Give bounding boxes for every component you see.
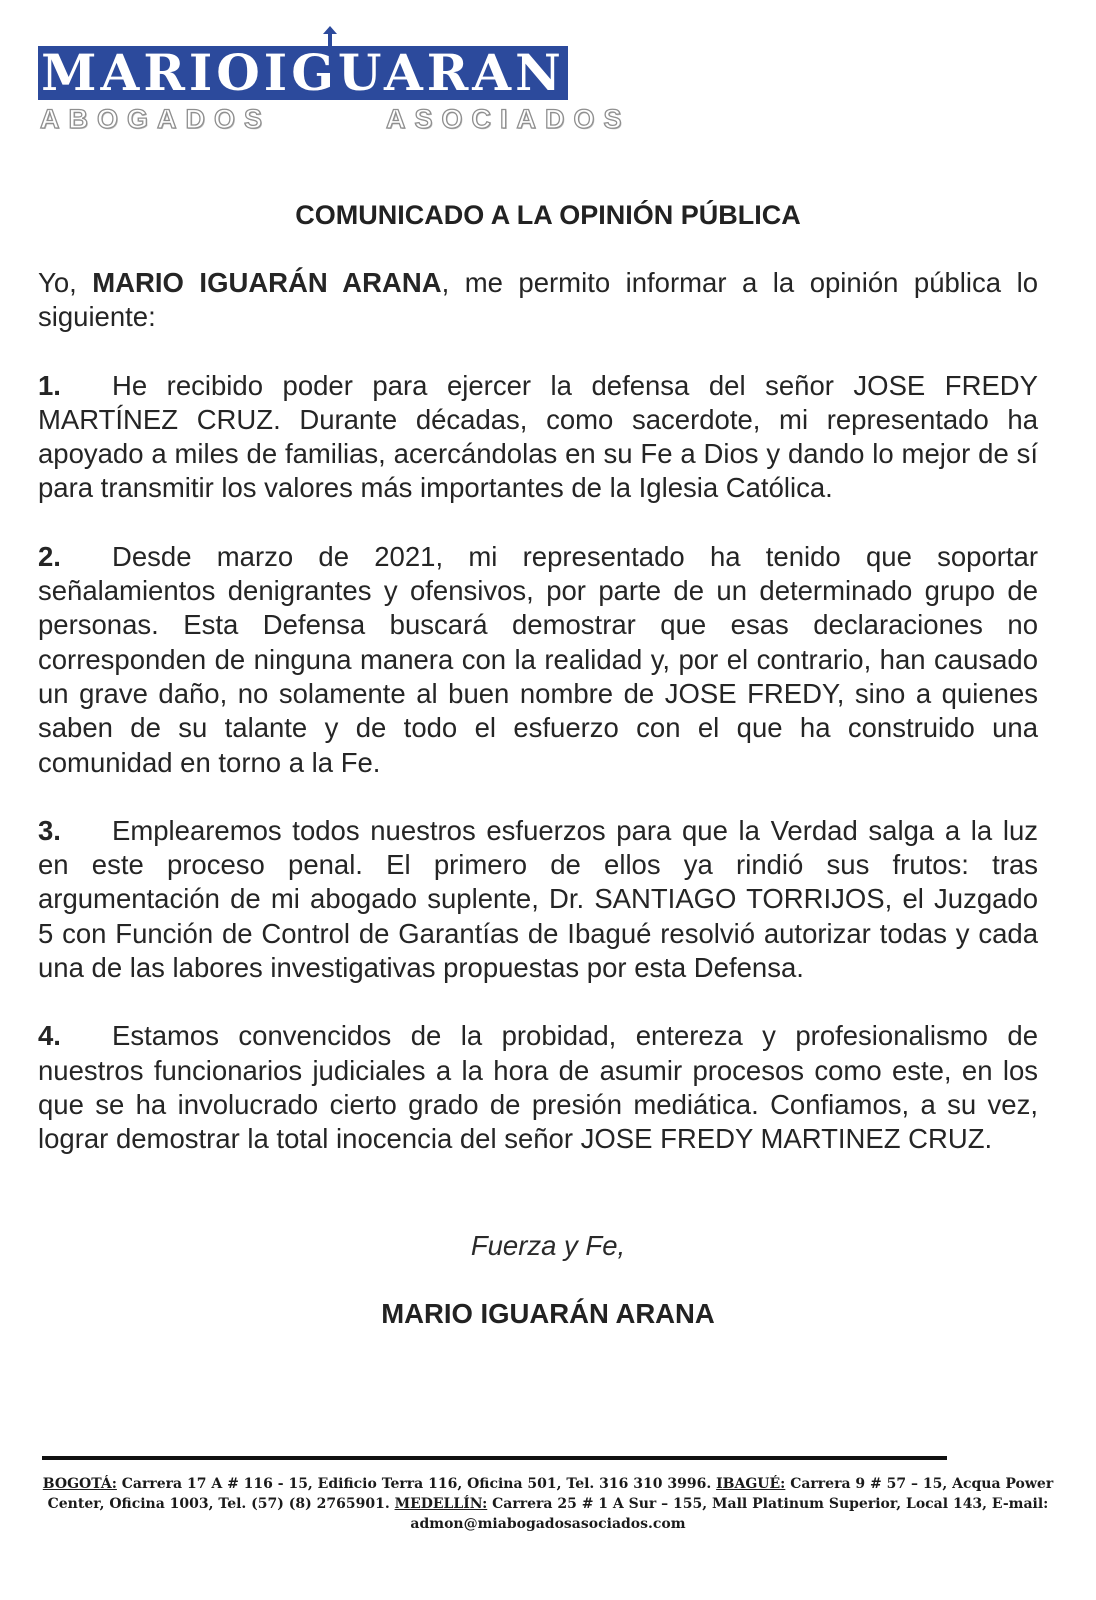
point-4: [38, 1019, 1038, 1156]
footer-ibague-address: Carrera 9 # 57 – 15, Acqua Power Center, Oficina 1003, Tel. (57) (8) 2765901.: [47, 1476, 1054, 1512]
point-3: [38, 814, 1038, 985]
footer-bogota-label: BOGOTÁ:: [42, 1476, 117, 1492]
logo-wordmark: MARIOIGUARAN: [41, 46, 565, 100]
document-title: COMUNICADO A LA OPINIÓN PÚBLICA: [295, 200, 801, 230]
footer-medellin-label: MEDELLÍN:: [394, 1496, 488, 1512]
point-number: 2.: [38, 540, 61, 572]
footer-bogota-address: Carrera 17 A # 116 - 15, Edificio Terra 116, Oficina 501, Tel. 316 310 3996.: [116, 1476, 717, 1492]
signature-name: MARIO IGUARÁN ARANA: [381, 1298, 715, 1329]
company-logo: [38, 32, 631, 142]
intro-paragraph: [38, 266, 1038, 335]
point-number: 4.: [38, 1020, 61, 1052]
intro-suffix: , me permito informar a la opinión pública lo siguiente:: [38, 267, 1038, 333]
intro-prefix: Yo,: [38, 267, 93, 298]
footer-medellin-address: Carrera 25 # 1 A Sur – 155, Mall Platinum Superior, Local 143, E-mail: admon@miabogadosasociados.com: [410, 1496, 1049, 1532]
point-text: He recibido poder para ejercer la defensa del señor JOSE FREDY MARTÍNEZ CRUZ. Durante décadas, como sacerdote, mi representado ha apoyado a miles de familias, acercándolas en su Fe a Dios y dando lo mejor de sí para transmitir los valores más importantes de la Iglesia Católica.: [38, 369, 1038, 504]
point-2: [38, 540, 1038, 780]
point-text: Desde marzo de 2021, mi representado ha tenido que soportar señalamientos denigrantes y ofensivos, por parte de un determinado grupo de personas. Esta Defensa buscará demostrar que esas declaraciones no corresponden de ninguna manera con la realidad y, por el contrario, han causado un grave daño, no solamente al buen nombre de JOSE FREDY, sino a quienes saben de su talante y de todo el esfuerzo con el que ha construido una comunidad en torno a la Fe.: [38, 540, 1038, 778]
point-number: 1.: [38, 369, 61, 401]
closing-line: Fuerza y Fe,: [470, 1230, 626, 1261]
intro-name: MARIO IGUARÁN ARANA: [92, 267, 442, 298]
point-1: [38, 369, 1038, 506]
footer-contact: [30, 1474, 1066, 1534]
document-body: [38, 266, 1038, 1191]
point-text: Emplearemos todos nuestros esfuerzos para que la Verdad salga a la luz en este proceso penal. El primero de ellos ya rindió sus frutos: tras argumentación de mi abogado suplente, Dr. SANTIAGO TORRIJOS, el Juzgado 5 con Función de Control de Garantías de Ibagué resolvió autorizar todas y cada una de las labores investigativas propuestas por esta Defensa.: [38, 814, 1038, 984]
point-text: Estamos convencidos de la probidad, entereza y profesionalismo de nuestros funcionarios judiciales a la hora de asumir procesos como este, en los que se ha involucrado cierto grado de presión mediática. Confiamos, a su vez, lograr demostrar la total inocencia del señor JOSE FREDY MARTINEZ CRUZ.: [38, 1020, 1038, 1155]
logo-bar: [38, 46, 568, 100]
logo-subtitle-right: ASOCIADOS: [386, 104, 631, 134]
point-number: 3.: [38, 814, 61, 846]
logo-subtitle-left: ABOGADOS: [40, 104, 272, 134]
footer-ibague-label: IBAGUÉ:: [716, 1476, 786, 1492]
footer-divider: [42, 1456, 947, 1460]
